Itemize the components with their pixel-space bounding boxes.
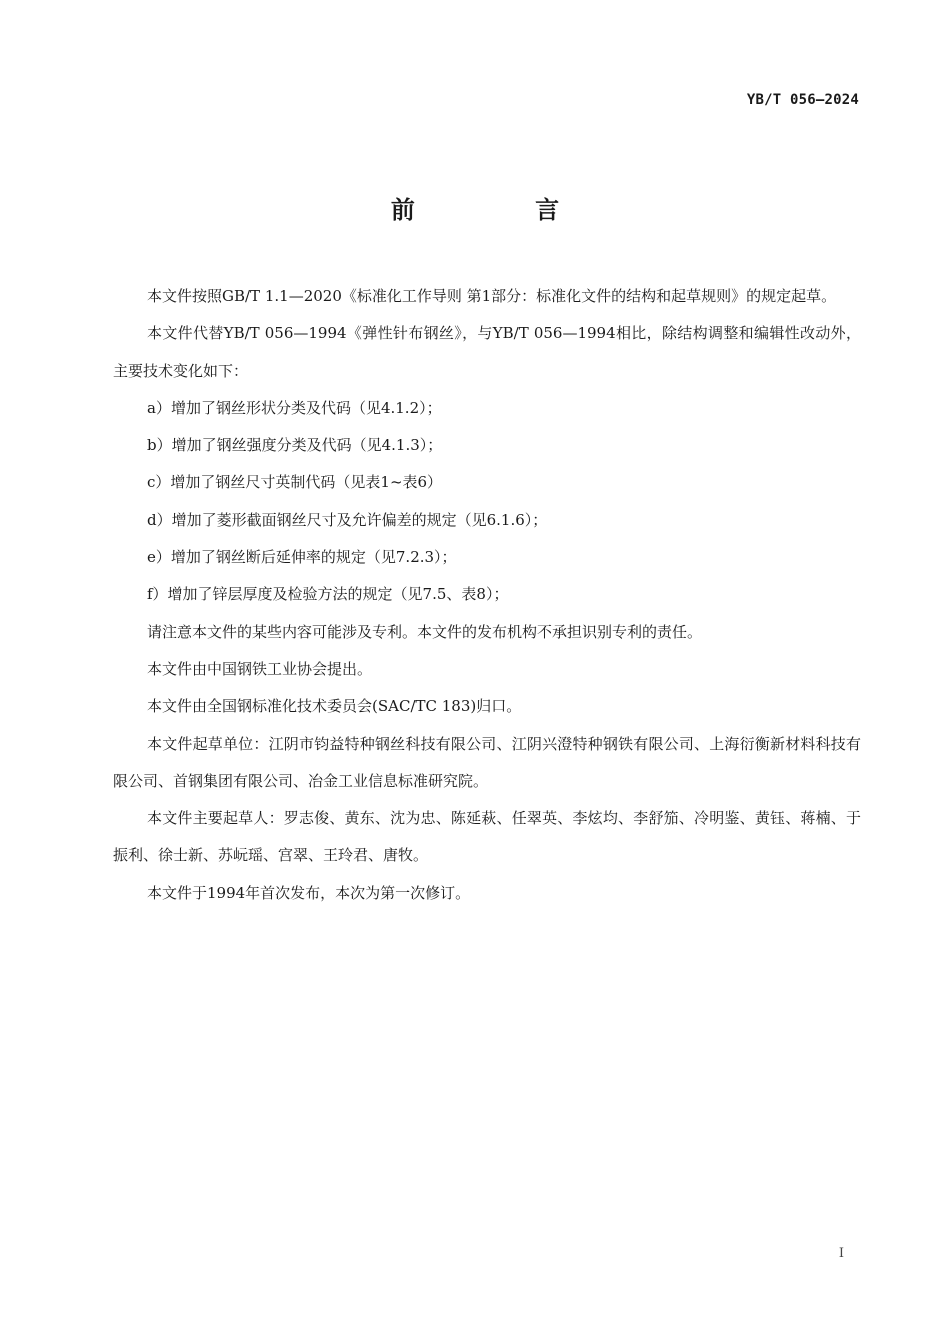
document-body bbox=[113, 278, 861, 912]
paragraph-patent-notice: 请注意本文件的某些内容可能涉及专利。本文件的发布机构不承担识别专利的责任。 bbox=[147, 622, 703, 641]
list-item: b）增加了钢丝强度分类及代码（见4.1.3）； bbox=[147, 436, 443, 455]
page-number: I bbox=[838, 1246, 844, 1261]
paragraph-history: 本文件于1994年首次发布，本次为第一次修订。 bbox=[147, 883, 471, 902]
list-item: e）增加了钢丝断后延伸率的规定（见7.2.3）； bbox=[147, 548, 457, 567]
paragraph-drafting-rules: 本文件按照GB/T 1.1—2020《标准化工作导则 第1部分：标准化文件的结构和起草规则》的规定起草。 bbox=[147, 287, 837, 305]
list-item: a）增加了钢丝形状分类及代码（见4.1.2）； bbox=[147, 398, 442, 417]
paragraph-replacement: 本文件代替YB/T 056—1994《弹性针布钢丝》，与YB/T 056—1994相比，除结构调整和编辑性改动外，主要技术变化如下： bbox=[113, 324, 861, 380]
paragraph-drafting-units: 本文件起草单位：江阴市钧益特种钢丝科技有限公司、江阴兴澄特种钢铁有限公司、上海衍衡新材料科技有限公司、首钢集团有限公司、冶金工业信息标准研究院。 bbox=[113, 734, 861, 790]
paragraph-drafters: 本文件主要起草人：罗志俊、黄东、沈为忠、陈延萩、任翠英、李炫均、李舒笳、冷明鉴、黄钰、蒋楠、于振利、徐士新、苏岏瑶、宫翠、王玲君、唐牧。 bbox=[113, 809, 861, 865]
list-item: f）增加了锌层厚度及检验方法的规定（见7.5、表8）； bbox=[147, 585, 509, 604]
list-item: c）增加了钢丝尺寸英制代码（见表1~表6） bbox=[147, 473, 443, 492]
list-item: d）增加了菱形截面钢丝尺寸及允许偏差的规定（见6.1.6）； bbox=[147, 510, 548, 529]
paragraph-committee: 本文件由全国钢标准化技术委员会(SAC/TC 183)归口。 bbox=[147, 697, 522, 716]
page-title: 前 言 bbox=[390, 196, 616, 224]
paragraph-proposer: 本文件由中国钢铁工业协会提出。 bbox=[147, 659, 373, 678]
standard-number: YB/T 056—2024 bbox=[746, 92, 859, 108]
